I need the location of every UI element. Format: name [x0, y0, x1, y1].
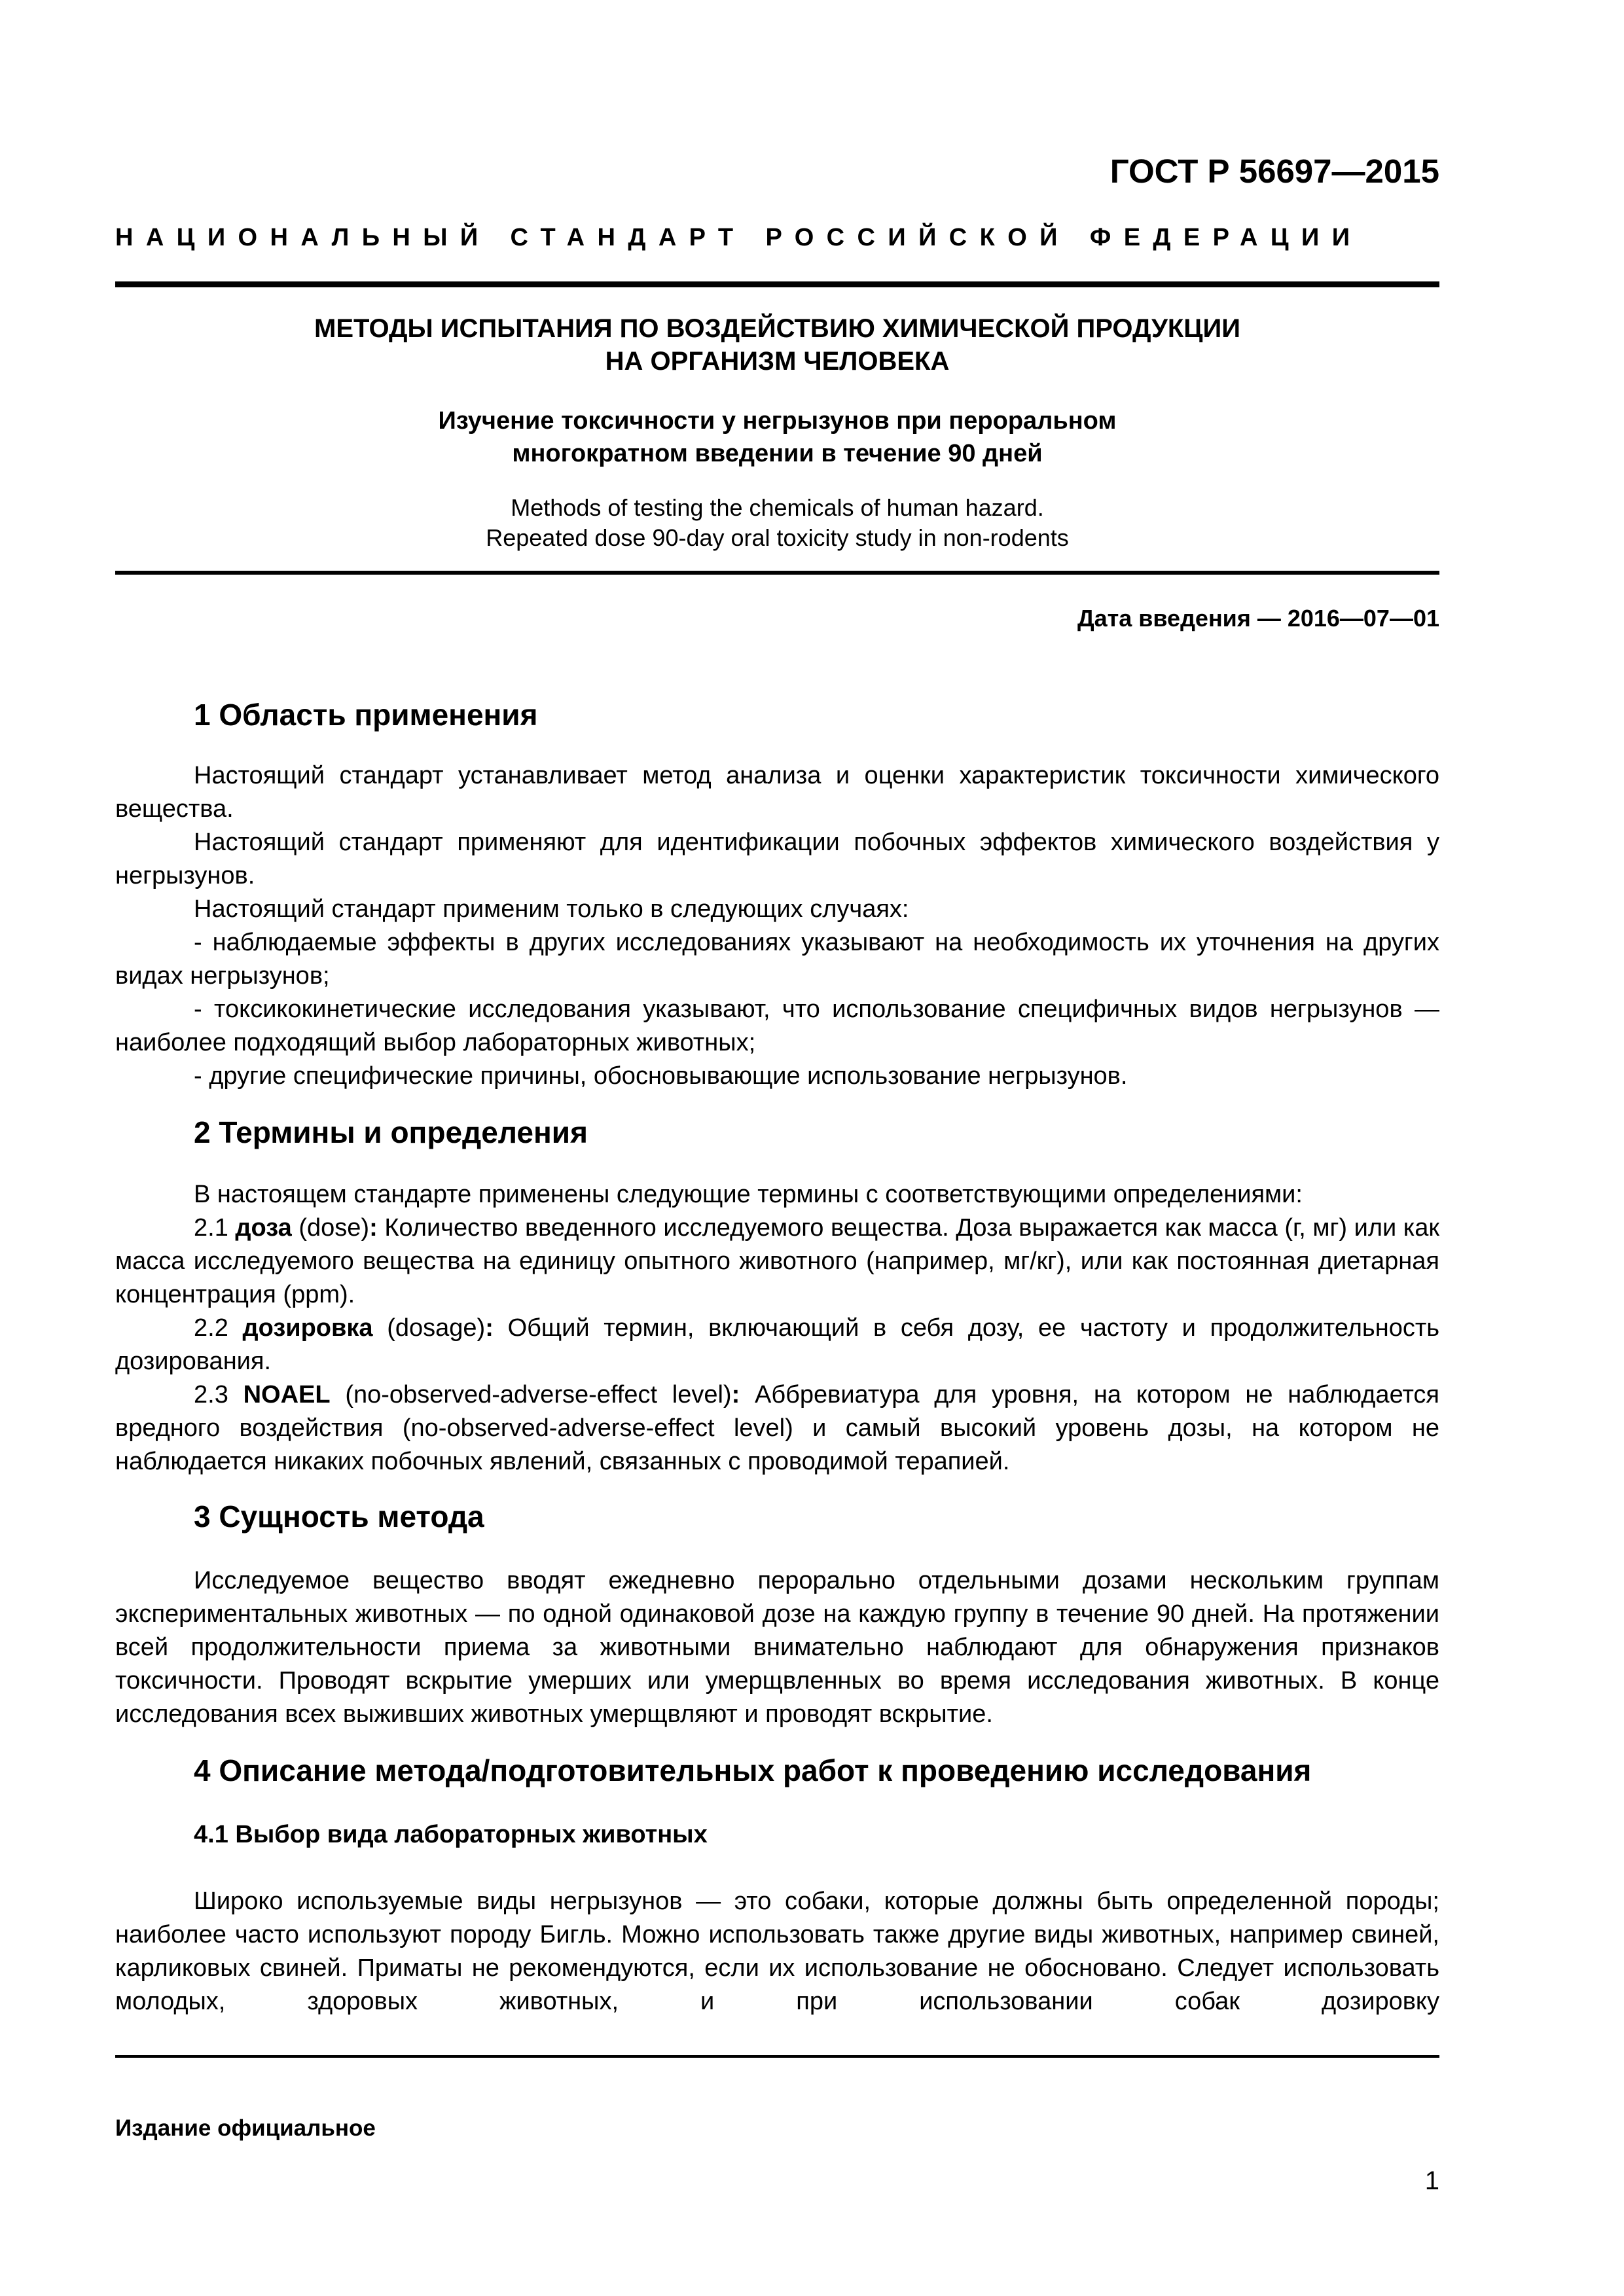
paragraph: Настоящий стандарт применим только в следующих случаях: [194, 895, 909, 923]
term-definition-2-3 [115, 1378, 1439, 1479]
subtitle-line-1: Изучение токсичности у негрызунов при пероральном [438, 407, 1117, 435]
subsection-4-1-heading: 4.1 Выбор вида лабораторных животных [194, 1821, 708, 1848]
section-4-body [115, 1885, 1439, 2018]
document-number: ГОСТ Р 56697—2015 [1110, 152, 1439, 190]
page-number: 1 [1424, 2166, 1439, 2195]
introduction-date: Дата введения — 2016—07—01 [1077, 605, 1439, 632]
subtitle-line-2: многократном введении в течение 90 дней [512, 440, 1043, 467]
term-definition-2-2 [115, 1312, 1439, 1378]
paragraph: Исследуемое вещество вводят ежедневно перорально отдельными дозами нескольким группам экспериментальных животных — по одной одинаковой дозе на каждую группу в течение 90 дней. На протяжении всей продолжительности приема за животными внимательно наблюдают для обнаружения признаков токсичности. Проводят вскрытие умерших или умерщвленных во время исследования животных. В конце исследования всех выживших животных умерщвляют и проводят вскрытие. [115, 1567, 1439, 1728]
title-line-2: НА ОРГАНИЗМ ЧЕЛОВЕКА [605, 347, 950, 376]
term-text: Общий термин, включающий в себя дозу, ее частоту и продолжительность дозирования. [115, 1314, 1440, 1375]
term-colon: : [731, 1381, 740, 1408]
english-title-line-2: Repeated dose 90-day oral toxicity study in non-rodents [486, 524, 1069, 551]
term-english: (no-observed-adverse-effect level) [345, 1381, 732, 1408]
official-edition-label: Издание официальное [115, 2115, 376, 2141]
document-title [115, 312, 1439, 378]
english-title [115, 493, 1439, 553]
term: NOAEL [243, 1381, 331, 1408]
national-standard-header: НАЦИОНАЛЬНЫЙ СТАНДАРТ РОССИЙСКОЙ ФЕДЕРАЦИИ [115, 224, 1363, 251]
section-3-heading: 3 Сущность метода [194, 1499, 484, 1534]
section-2-body [115, 1178, 1439, 1479]
term: доза [235, 1214, 292, 1242]
paragraph: В настоящем стандарте применены следующие термины с соответствующими определениями: [194, 1181, 1303, 1208]
paragraph: Настоящий стандарт устанавливает метод анализа и оценки характеристик токсичности химического вещества. [115, 762, 1439, 823]
term-colon: : [369, 1214, 378, 1242]
section-1-heading: 1 Область применения [194, 698, 538, 732]
section-2-heading: 2 Термины и определения [194, 1115, 588, 1149]
term-english: (dosage) [387, 1314, 486, 1342]
term-text: Аббревиатура для уровня, на котором не наблюдается вредного воздействия (no-observed-adverse-effect level) и самый высокий уровень дозы, на котором не наблюдается никаких побочных явлений, связанных с проводимой терапией. [115, 1381, 1439, 1475]
term-definition-2-1 [115, 1211, 1439, 1312]
title-line-1: МЕТОДЫ ИСПЫТАНИЯ ПО ВОЗДЕЙСТВИЮ ХИМИЧЕСКОЙ ПРОДУКЦИИ [314, 314, 1240, 343]
list-item: - токсикокинетические исследования указывают, что использование специфичных видов негрызунов — наиболее подходящий выбор лабораторных животных; [115, 996, 1439, 1056]
paragraph: Широко используемые виды негрызунов — это собаки, которые должны быть определенной породы; наиболее часто используют породу Бигль. Можно использовать также другие виды животных, например свиней, карликовых свиней. Приматы не рекомендуются, если их использование не обосновано. Следует использовать молодых, здоровых животных, и при использовании собак дозировку [115, 1888, 1439, 2015]
term: дозировка [242, 1314, 373, 1342]
footer-rule [115, 2055, 1439, 2058]
term-number: 2.3 [194, 1381, 228, 1408]
document-subtitle [115, 404, 1439, 470]
english-title-line-1: Methods of testing the chemicals of human hazard. [511, 494, 1044, 521]
header-rule [115, 281, 1439, 287]
term-colon: : [485, 1314, 494, 1342]
paragraph: Настоящий стандарт применяют для идентификации побочных эффектов химического воздействия у негрызунов. [115, 829, 1439, 889]
term-number: 2.2 [194, 1314, 228, 1342]
list-item: - наблюдаемые эффекты в других исследованиях указывают на необходимость их уточнения на других видах негрызунов; [115, 929, 1439, 990]
section-4-heading: 4 Описание метода/подготовительных работ к проведению исследования [194, 1753, 1312, 1787]
term-text: Количество введенного исследуемого вещества. Доза выражается как масса (г, мг) или как масса исследуемого вещества на единицу опытного животного (например, мг/кг), или как постоянная диетарная концентрация (ppm). [115, 1214, 1440, 1308]
section-3-body [115, 1564, 1439, 1731]
title-rule [115, 571, 1439, 575]
section-1-body [115, 759, 1439, 1093]
list-item: - другие специфические причины, обосновывающие использование негрызунов. [194, 1062, 1128, 1090]
term-english: (dose) [298, 1214, 370, 1242]
term-number: 2.1 [194, 1214, 228, 1242]
